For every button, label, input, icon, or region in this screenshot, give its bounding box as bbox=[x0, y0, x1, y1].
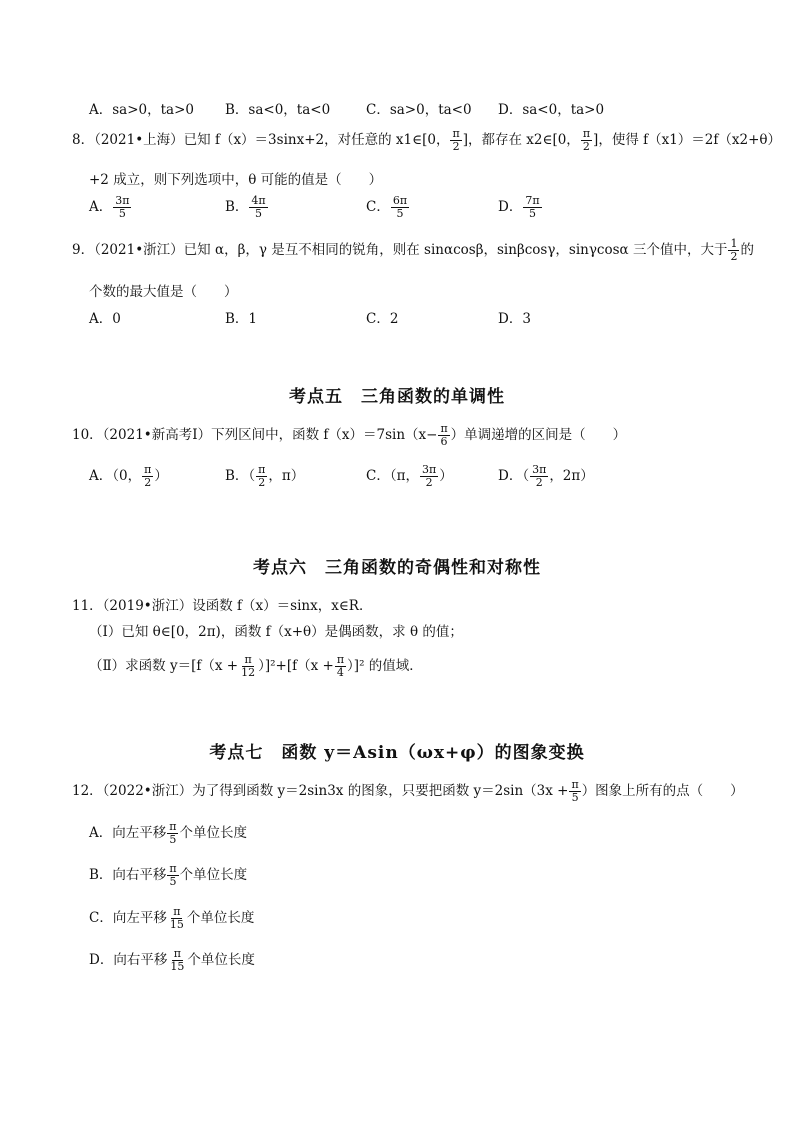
frac-den: 5 bbox=[571, 791, 579, 804]
q12-option-c bbox=[89, 906, 254, 931]
frac-num: π bbox=[440, 422, 448, 435]
frac-num: 3π bbox=[421, 463, 437, 476]
frac-num: 7π bbox=[525, 194, 540, 207]
q8-option-c bbox=[366, 195, 410, 220]
frac-den: 2 bbox=[452, 140, 460, 153]
option-text: 个单位长度 bbox=[179, 825, 247, 841]
option-label: D． bbox=[498, 199, 523, 215]
q10-option-b bbox=[225, 464, 304, 489]
q8-option-c-fraction bbox=[391, 195, 409, 220]
q8-text-a: 8．（2021•上海）已知 f（x）＝3sinx+2，对任意的 x1∈[0， bbox=[72, 132, 450, 148]
q12-option-b-fraction bbox=[167, 863, 178, 888]
question-8-stem-cont: +2 成立，则下列选项中，θ 可能的值是（ ） bbox=[89, 172, 383, 188]
frac-den: 5 bbox=[169, 875, 177, 888]
q10-option-a bbox=[89, 464, 168, 489]
option-text: ，2π） bbox=[549, 468, 594, 484]
q11-text-a: （Ⅱ）求函数 y＝[f（x + bbox=[89, 658, 239, 674]
q12-text-a: 12．（2022•浙江）为了得到函数 y＝2sin3x 的图象，只要把函数 y＝2sin（3x + bbox=[72, 783, 569, 799]
frac-num: π bbox=[173, 905, 181, 918]
q12-text-b: ）图象上所有的点（ ） bbox=[581, 783, 744, 799]
q11-text-b: ）]²+[f（x + bbox=[258, 658, 334, 674]
q12-fraction bbox=[569, 779, 580, 804]
q8-text-b: ]，都存在 x2∈[0， bbox=[462, 132, 580, 148]
q10-option-c-fraction bbox=[420, 464, 438, 489]
q12-option-c-fraction bbox=[168, 906, 186, 931]
frac-den: 2 bbox=[425, 476, 433, 489]
frac-num: 4π bbox=[251, 194, 266, 207]
frac-num: π bbox=[169, 820, 177, 833]
frac-den: 12 bbox=[241, 666, 256, 679]
frac-num: π bbox=[144, 463, 152, 476]
option-text: C．向左平移 bbox=[89, 910, 167, 926]
q8-fraction bbox=[450, 128, 461, 153]
frac-num: 3π bbox=[532, 463, 547, 476]
option-text: ，π） bbox=[268, 468, 305, 484]
section-heading-7: 考点七 函数 y＝Asin（ωx+φ）的图象变换 bbox=[209, 743, 585, 763]
q9-option-a: A．0 bbox=[89, 311, 121, 327]
q7-option-a: A．sa>0，ta>0 bbox=[89, 102, 195, 118]
frac-num: π bbox=[244, 653, 252, 666]
frac-num: 3π bbox=[115, 194, 130, 207]
option-text: A．向左平移 bbox=[89, 825, 167, 841]
frac-den: 2 bbox=[535, 476, 543, 489]
option-text: A．（0， bbox=[89, 468, 142, 484]
q8-text-c: ]，使得 f（x1）＝2f（x2+θ） bbox=[593, 132, 782, 148]
q7-option-d: D．sa<0，ta>0 bbox=[498, 102, 605, 118]
frac-num: π bbox=[571, 778, 579, 791]
frac-den: 15 bbox=[170, 960, 185, 973]
q11-fraction-2 bbox=[335, 654, 346, 679]
q12-option-d-fraction bbox=[168, 948, 186, 973]
q9-text-b: 的 bbox=[740, 242, 754, 258]
frac-den: 6 bbox=[440, 435, 448, 448]
frac-den: 2 bbox=[582, 140, 590, 153]
frac-num: π bbox=[336, 653, 345, 666]
frac-den: 2 bbox=[144, 476, 152, 489]
option-text: 个单位长度 bbox=[186, 910, 255, 926]
frac-num: π bbox=[173, 947, 181, 960]
question-11-part-2 bbox=[89, 654, 423, 679]
frac-den: 5 bbox=[118, 207, 126, 220]
q7-option-c: C．sa>0，ta<0 bbox=[366, 102, 472, 118]
section-heading-6: 考点六 三角函数的奇偶性和对称性 bbox=[253, 558, 541, 578]
q12-option-a-fraction bbox=[167, 821, 178, 846]
q10-fraction bbox=[438, 423, 449, 448]
option-label: B． bbox=[225, 199, 249, 215]
option-text: C．（π， bbox=[366, 468, 419, 484]
frac-den: 5 bbox=[396, 207, 404, 220]
q8-fraction bbox=[581, 128, 592, 153]
frac-num: π bbox=[258, 463, 266, 476]
q8-option-b bbox=[225, 195, 269, 220]
question-9-stem-cont: 个数的最大值是（ ） bbox=[89, 284, 238, 300]
option-label: A． bbox=[89, 199, 113, 215]
option-text: 个单位长度 bbox=[179, 867, 248, 883]
option-text: ） bbox=[439, 468, 453, 484]
option-text: ） bbox=[154, 468, 168, 484]
q9-text-a: 9．（2021•浙江）已知 α，β，γ 是互不相同的锐角，则在 sinαcosβ，sinβcosγ，sinγcosα 三个值中，大于 bbox=[72, 242, 728, 258]
q12-option-b bbox=[89, 863, 247, 888]
frac-num: π bbox=[452, 127, 460, 140]
q9-option-b: B．1 bbox=[225, 311, 258, 327]
frac-num: π bbox=[169, 862, 177, 875]
q9-fraction bbox=[728, 238, 739, 263]
question-12-stem bbox=[72, 779, 744, 804]
q10-option-d-fraction bbox=[530, 464, 548, 489]
frac-den: 2 bbox=[258, 476, 266, 489]
frac-den: 15 bbox=[169, 918, 184, 931]
section-heading-5: 考点五 三角函数的单调性 bbox=[289, 387, 505, 407]
q9-option-c: C．2 bbox=[366, 311, 399, 327]
option-text: D．（ bbox=[498, 468, 530, 484]
frac-num: 1 bbox=[730, 237, 738, 250]
q10-option-a-fraction bbox=[142, 464, 153, 489]
question-8-stem bbox=[72, 128, 781, 153]
q10-text-b: ）单调递增的区间是（ ） bbox=[450, 427, 627, 443]
option-text: B．（ bbox=[225, 468, 256, 484]
q8-option-d bbox=[498, 195, 543, 220]
frac-den: 5 bbox=[169, 833, 177, 846]
frac-den: 5 bbox=[255, 207, 263, 220]
q9-option-d: D．3 bbox=[498, 311, 531, 327]
q8-option-a-fraction bbox=[113, 195, 131, 220]
question-11-stem: 11．（2019•浙江）设函数 f（x）＝sinx，x∈R． bbox=[72, 598, 373, 614]
q10-option-d bbox=[498, 464, 594, 489]
q8-option-b-fraction bbox=[249, 195, 267, 220]
frac-den: 5 bbox=[528, 207, 536, 220]
frac-num: π bbox=[582, 127, 591, 140]
q8-option-a bbox=[89, 195, 132, 220]
option-text: 个单位长度 bbox=[187, 952, 255, 968]
option-text: B．向右平移 bbox=[89, 867, 167, 883]
frac-num: 6π bbox=[392, 194, 408, 207]
question-9-stem bbox=[72, 238, 754, 263]
q8-option-d-fraction bbox=[523, 195, 541, 220]
q11-fraction-1 bbox=[239, 654, 257, 679]
frac-den: 2 bbox=[730, 250, 738, 263]
frac-den: 4 bbox=[336, 666, 344, 679]
question-11-part-1: （Ⅰ）已知 θ∈[0，2π)，函数 f（x+θ）是偶函数，求 θ 的值； bbox=[89, 624, 463, 640]
q10-text-a: 10．（2021•新高考Ⅰ）下列区间中，函数 f（x）＝7sin（x− bbox=[72, 427, 438, 443]
option-label: C． bbox=[366, 199, 390, 215]
q12-option-d bbox=[89, 948, 255, 973]
q11-text-c: ）]² 的值域． bbox=[347, 658, 423, 674]
question-10-stem bbox=[72, 423, 626, 448]
q10-option-b-fraction bbox=[256, 464, 267, 489]
option-text: D．向右平移 bbox=[89, 952, 168, 968]
q12-option-a bbox=[89, 821, 247, 846]
q7-option-b: B．sa<0，ta<0 bbox=[225, 102, 331, 118]
q10-option-c bbox=[366, 464, 453, 489]
